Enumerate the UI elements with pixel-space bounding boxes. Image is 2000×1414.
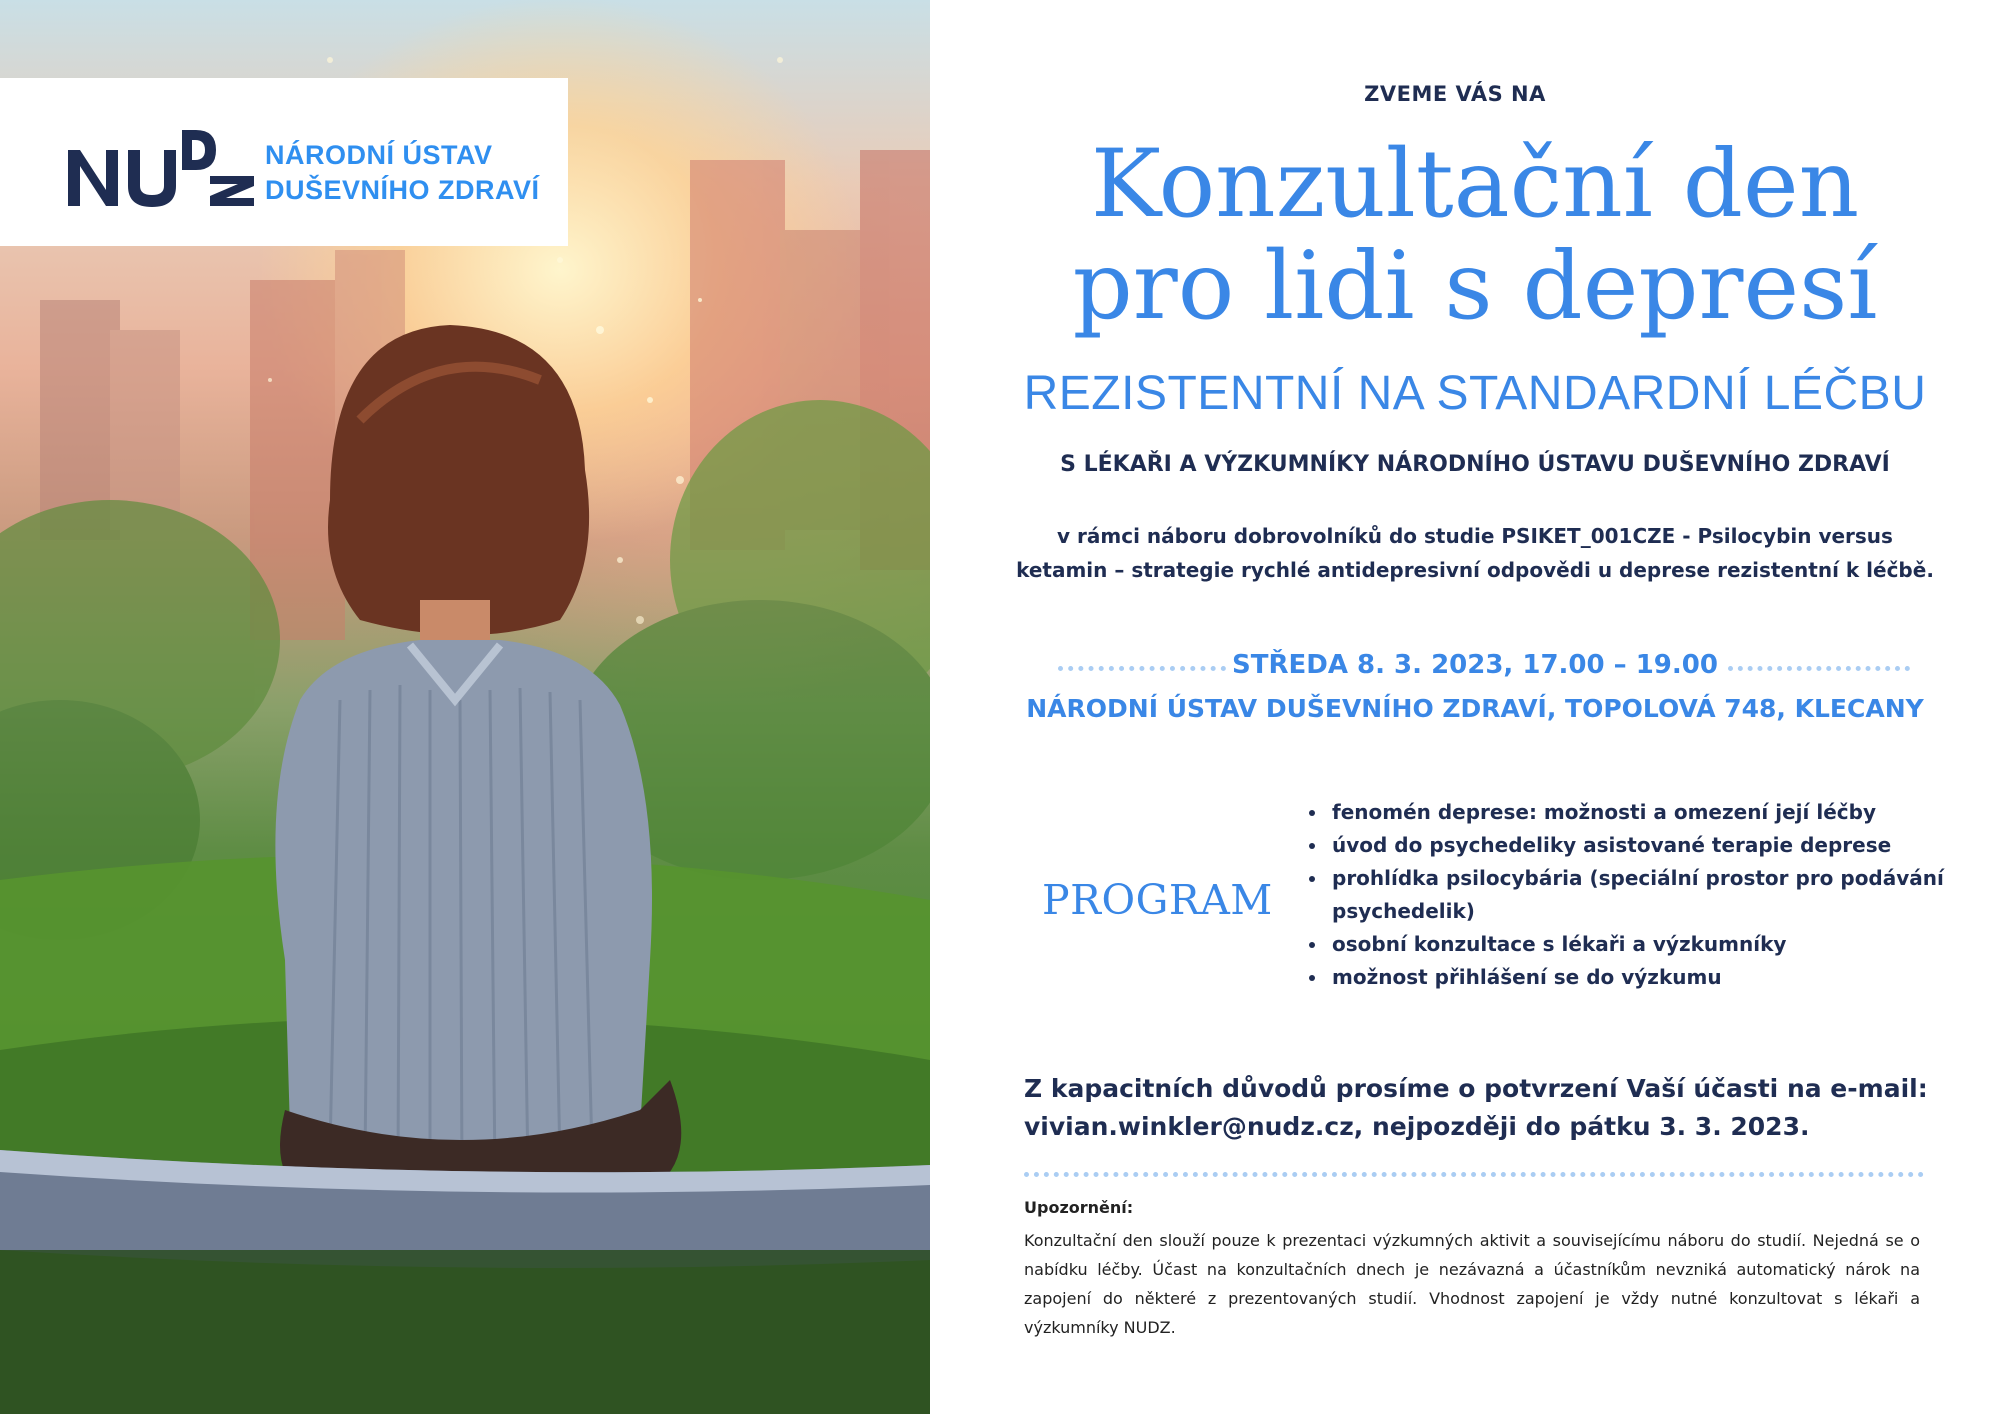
event-date-time: STŘEDA 8. 3. 2023, 17.00 – 19.00 (1232, 650, 1718, 680)
program-label: PROGRAM (1042, 876, 1273, 924)
hero-photo (0, 0, 930, 1414)
notice-body: Konzultační den slouží pouze k prezentaci výzkumných aktivit a souvisejícímu náboru do studií. Nejedná se o nabídku léčby. Účast na konzultačních dnech je nezávazná a účastníkům nevzniká automatický nárok na zapojení do některé z prezentovaných studií. Vhodnost zapojení je vždy nutné konzultovat s lékaři a výzkumníky NUDZ. (1024, 1231, 1920, 1337)
confirmation-line1: Z kapacitních důvodů prosíme o potvrzení Vaší účasti na e-mail: (1024, 1074, 1928, 1103)
logo-text-line1: NÁRODNÍ ÚSTAV (265, 140, 493, 170)
event-title-line2: pro lidi s depresí (1072, 232, 1878, 341)
confirmation-email-line: vivian.winkler@nudz.cz, nejpozději do pátku 3. 3. 2023. (1024, 1112, 1810, 1141)
study-intro-line1: v rámci náboru dobrovolníků do studie PSIKET_001CZE - Psilocybin versus (1057, 524, 1893, 548)
logo-text-line2: DUŠEVNÍHO ZDRAVÍ (265, 175, 540, 205)
study-intro-line2: ketamin – strategie rychlé antidepresivní odpovědi u deprese rezistentní k léčbě. (1016, 558, 1934, 582)
dotted-divider-bottom (1024, 1172, 1924, 1177)
event-location: NÁRODNÍ ÚSTAV DUŠEVNÍHO ZDRAVÍ, TOPOLOVÁ 748, KLECANY (1026, 694, 1924, 723)
program-item: • fenomén deprese: možnosti a omezení její léčby (1328, 796, 1968, 829)
with-doctors-line: S LÉKAŘI A VÝZKUMNÍKY NÁRODNÍHO ÚSTAVU DUŠEVNÍHO ZDRAVÍ (1060, 452, 1890, 477)
program-item: • prohlídka psilocybária (speciální prostor pro podávání psychedelik) (1328, 862, 1968, 928)
program-list (1306, 796, 1968, 994)
nudz-logo-mark (66, 128, 256, 208)
event-title-line1: Konzultační den (1090, 130, 1860, 239)
invite-eyebrow: ZVEME VÁS NA (1364, 82, 1546, 106)
dotted-divider-right (1728, 666, 1910, 671)
program-item: • úvod do psychedeliky asistované terapie deprese (1328, 829, 1968, 862)
notice-title: Upozornění: (1024, 1198, 1134, 1217)
program-item: • osobní konzultace s lékaři a výzkumníky (1328, 928, 1968, 961)
event-subtitle: REZISTENTNÍ NA STANDARDNÍ LÉČBU (1023, 367, 1927, 420)
program-item: • možnost přihlášení se do výzkumu (1328, 961, 1968, 994)
